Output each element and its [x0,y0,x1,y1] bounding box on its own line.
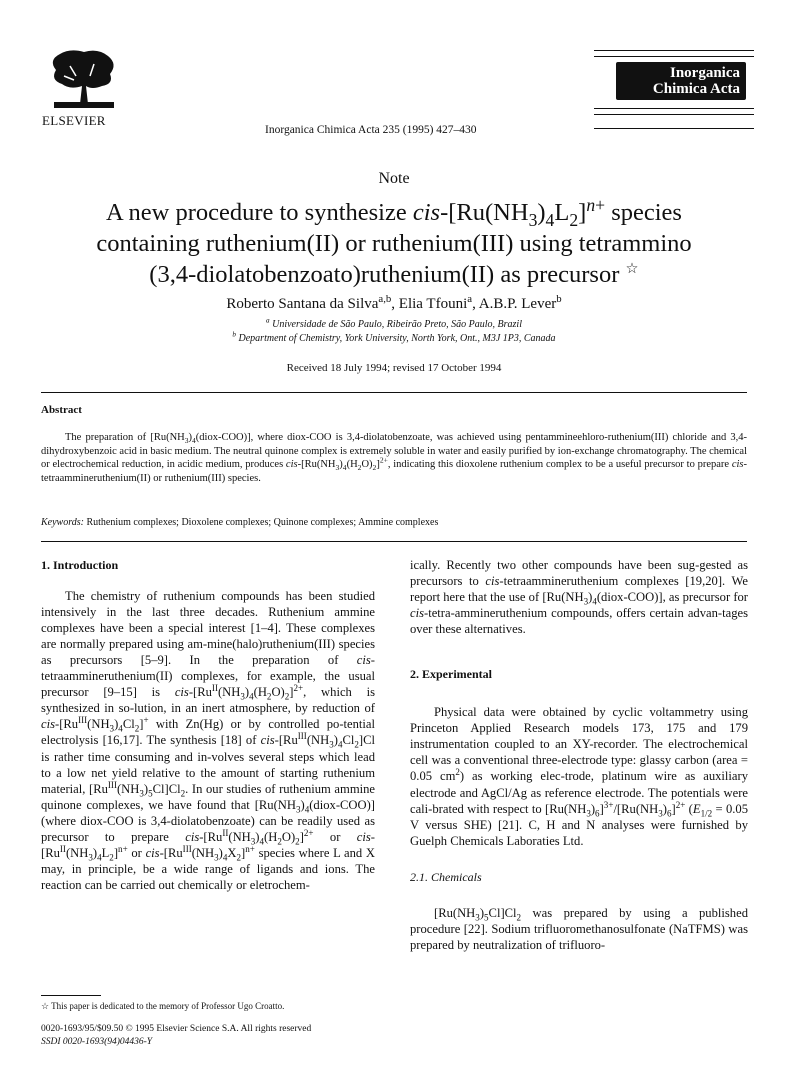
section-heading-introduction: 1. Introduction [41,558,119,572]
right-column [410,557,748,953]
logo-rule [594,56,754,57]
left-column [41,557,375,893]
footnote-rule [41,995,101,996]
author-list: Roberto Santana da Silva$^{a,b}$, Elia Tfouni$^a$, A.B.P. Lever$^b$ [226,293,562,312]
publisher-name: ELSEVIER [42,113,106,128]
elsevier-tree-logo [40,46,128,112]
footnote: ☆ This paper is dedicated to the memory of Professor Ugo Croatto. [41,1001,285,1011]
logo-rule [594,114,754,115]
subsection-heading-chemicals: 2.1. Chemicals [410,869,482,884]
experimental-paragraph: Physical data were obtained by cyclic voltammetry using Princeton Applied Research models 173, 175 and 179 instrumentation coupled to an XY-recorder. The electrochemical cell was a conventional three-electrode type: glassy carbon (area = 0.05 $cm^2$) as working elec-trode, platinum wire as auxiliary electrode and AgCl/Ag as reference electrode. The potentials were cali-brated with respect to $[Ru(NH_3)_6]^{3+}/[Ru(NH_3)_6]^{2+}$ ($E_{1/2} = 0.05$ V versus SHE) [21]. C, H and N analyses were furnished by Guelph Chemicals Laboraties Ltd. [410,705,749,848]
abstract-body: The preparation of $[Ru(NH_3)_4(diox-COO)]$, where diox-COO is 3,4-diolatobenzoate, was achieved using pentammineehloro-ruthenium(III) chloride and 3,4-dihydroxybenzoic acid in basic medium. The neutral quinone complex is extremely soluble in water and easily purified by ion-exchange chromatography. The chemical or electrochemical reduction, in acidic medium, produces cis-$[Ru(NH_3)_4(H_2O)_2]^{2+}$, indicating this dioxolene ruthenium complex to be a useful precursor to prepare cis-tetraammineruthenium(II) or ruthenium(III) species. [41,432,747,484]
section-heading-experimental: 2. Experimental [410,667,492,682]
logo-rule [594,128,754,129]
keywords: Keywords: Ruthenium complexes; Dioxolene complexes; Quinone complexes; Ammine complexes [41,517,439,528]
footnote-star-icon: ☆ [625,260,639,277]
logo-text: Inorganica Chimica Acta [652,65,740,97]
title-line-1: A new procedure to synthesize cis-$[Ru(NH_3)_4L_2]^{n+}$ species [106,194,682,230]
title-line-3: (3,4-diolatobenzoato)ruthenium(II) as precursor ☆ [149,260,639,288]
divider [41,392,747,393]
journal-logo [594,46,754,136]
affiliation-b: $^b$ Department of Chemistry, York University, North York, Ont., M3J 1P3, Canada [232,330,556,344]
title-line-2: containing ruthenium(II) or ruthenium(III) using tetrammino [96,230,692,257]
article-title [30,194,758,290]
journal-citation: Inorganica Chimica Acta 235 (1995) 427–430 [265,124,477,136]
logo-rule [594,50,754,51]
abstract-heading: Abstract [41,404,82,416]
logo-rule [594,108,754,109]
article-type: Note [378,170,410,187]
affiliation-a: $^a$ Universidade de São Paulo, Ribeirão Preto, São Paulo, Brazil [266,316,522,330]
chemicals-paragraph: $[Ru(NH_3)_5Cl]Cl_2$ was prepared by using a published procedure [22]. Sodium trifluoromethanosulfonate (NaTFMS) was prepared by neutralization of trifluoro- [410,905,748,952]
divider [41,541,747,542]
intro-paragraph: The chemistry of ruthenium compounds has been studied intensively in the last three decades. Ruthenium ammine complexes have been a special interest [1–4]. These complexes are normally prepared using am-mine(halo)ruthenium(III) species as precursors [5–9]. In the preparation of cis-tetraammineruthenium(II) complexes, for example, the usual precursor [9–15] is cis-$[Ru^{II}(NH_3)_4(H_2O)_2]^{2+}$, which is synthesized in so-lution, in an inert atmosphere, by reduction of cis-$[Ru^{III}(NH_3)_4Cl_2]^+$ with Zn(Hg) or by controlled po-tential electrolysis [16,17]. The synthesis [18] of cis-$[Ru^{III}(NH_3)_4Cl_2]Cl$ is rather time consuming and in-volves several steps which lead to a low net yield relative to the amount of starting ruthenium material, $[Ru^{III}(NH_3)_5Cl]Cl_2$. In our studies of ruthenium ammine quinone complexes, we have found that $[Ru(NH_3)_4(diox-COO)]$ (where diox-COO is 3,4-diolatobenzoate) can be readily used as precursor to prepare cis-$[Ru^{II}(NH_3)_4(H_2O)_2]^{2+}$ or cis-$[Ru^{II}(NH_3)_4L_2]^{n+}$ or cis-$[Ru^{III}(NH_3)_4X_2]^{n+}$ species where L and X may, in principle, be a wide range of ligands and ions. The reaction can be carried out chemically or eletrochem- [41,589,375,892]
footnote-star-icon: ☆ [41,1001,50,1011]
intro-continued: ically. Recently two other compounds have been sug-gested as precursors to cis-tetraammineruthenium complexes [19,20]. We report here that the use of $[Ru(NH_3)_4(diox-COO)]$, as precursor for cis-tetra-ammineruthenium compounds, offers certain advan-tages over these alternatives. [410,558,749,637]
received-dates: Received 18 July 1994; revised 17 October 1994 [286,362,502,374]
ssdi-line: SSDI 0020-1693(94)04436-Y [41,1037,153,1047]
logo-plate [616,62,746,100]
copyright-line: 0020-1693/95/$09.50 © 1995 Elsevier Science S.A. All rights reserved [41,1024,312,1034]
